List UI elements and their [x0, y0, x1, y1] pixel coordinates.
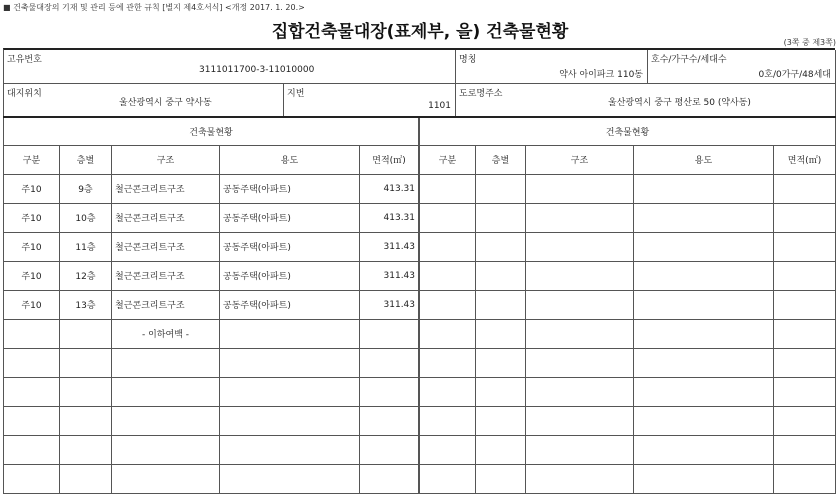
row-floor: 11층 [60, 232, 112, 261]
row-area: 413.31 [360, 174, 419, 203]
row-area: 311.43 [360, 261, 419, 290]
end-marker: - 이하여백 - [112, 319, 220, 348]
table-row [4, 174, 419, 203]
right-building-table [419, 116, 836, 494]
row-floor: 12층 [60, 261, 112, 290]
left-col-type: 구분 [4, 145, 60, 174]
empty-row [4, 348, 419, 377]
left-col-use: 용도 [220, 145, 360, 174]
left-building-table [3, 116, 419, 494]
units-value: 0호/0가구/48세대 [758, 70, 831, 80]
page-title: 집합건축물대장(표제부, 을) 건축물현황 [271, 22, 569, 42]
header-block [3, 48, 835, 116]
left-col-area: 면적(㎡) [360, 145, 419, 174]
row-structure: 철근콘크리트구조 [112, 261, 220, 290]
page-number: (3쪽 중 제3쪽) [783, 38, 836, 47]
empty-row [420, 464, 836, 493]
table-row [4, 203, 419, 232]
row-floor: 13층 [60, 290, 112, 319]
lot-cell [284, 84, 456, 118]
empty-row [420, 348, 836, 377]
row-structure: 철근콘크리트구조 [112, 174, 220, 203]
empty-row [420, 435, 836, 464]
row-floor: 10층 [60, 203, 112, 232]
lot-label: 지번 [287, 89, 305, 99]
empty-row [420, 261, 836, 290]
empty-row [420, 290, 836, 319]
table-row [4, 232, 419, 261]
road-label: 도로명주소 [459, 89, 503, 99]
unique-number-label: 고유번호 [7, 55, 42, 65]
row-floor: 9층 [60, 174, 112, 203]
row-type: 주10 [4, 203, 60, 232]
row-use: 공동주택(아파트) [220, 232, 360, 261]
right-col-floor: 층별 [476, 145, 526, 174]
right-col-structure: 구조 [526, 145, 634, 174]
empty-row [4, 464, 419, 493]
name-cell [456, 50, 648, 84]
site-cell [4, 84, 284, 118]
row-area: 311.43 [360, 232, 419, 261]
name-value: 약사 아이파크 110동 [559, 70, 643, 80]
row-structure: 철근콘크리트구조 [112, 232, 220, 261]
road-value: 울산광역시 중구 평산로 50 (약사동) [608, 98, 751, 108]
row-structure: 철근콘크리트구조 [112, 290, 220, 319]
units-label: 호수/가구수/세대수 [651, 55, 727, 65]
table-row [4, 290, 419, 319]
table-row [4, 319, 419, 348]
row-area: 311.43 [360, 290, 419, 319]
row-type: 주10 [4, 174, 60, 203]
right-col-area: 면적(㎡) [774, 145, 836, 174]
right-col-type: 구분 [420, 145, 476, 174]
legal-note: ■ 건축물대장의 기재 및 관리 등에 관한 규칙 [별지 제4호서식] <개정 2017. 1. 20.> [3, 3, 305, 12]
units-cell [648, 50, 836, 84]
empty-row [420, 377, 836, 406]
left-section-title: 건축물현황 [4, 117, 419, 145]
unique-number-cell [4, 50, 456, 84]
empty-row [4, 377, 419, 406]
row-use: 공동주택(아파트) [220, 174, 360, 203]
site-label: 대지위치 [7, 89, 42, 99]
row-type: 주10 [4, 261, 60, 290]
row-use: 공동주택(아파트) [220, 290, 360, 319]
left-col-structure: 구조 [112, 145, 220, 174]
unique-number-value: 3111011700-3-11010000 [199, 65, 315, 75]
row-structure: 철근콘크리트구조 [112, 203, 220, 232]
row-use: 공동주택(아파트) [220, 203, 360, 232]
row-type: 주10 [4, 232, 60, 261]
table-row [4, 261, 419, 290]
row-area: 413.31 [360, 203, 419, 232]
empty-row [420, 203, 836, 232]
empty-row [4, 435, 419, 464]
road-cell [456, 84, 836, 118]
name-label: 명칭 [459, 55, 477, 65]
row-use: 공동주택(아파트) [220, 261, 360, 290]
row-type: 주10 [4, 290, 60, 319]
empty-row [4, 406, 419, 435]
lot-value: 1101 [428, 101, 451, 111]
empty-row [420, 319, 836, 348]
right-section-title: 건축물현황 [420, 117, 836, 145]
empty-row [420, 406, 836, 435]
right-col-use: 용도 [634, 145, 774, 174]
empty-row [420, 232, 836, 261]
left-col-floor: 층별 [60, 145, 112, 174]
site-value: 울산광역시 중구 약사동 [119, 98, 212, 108]
empty-row [420, 174, 836, 203]
